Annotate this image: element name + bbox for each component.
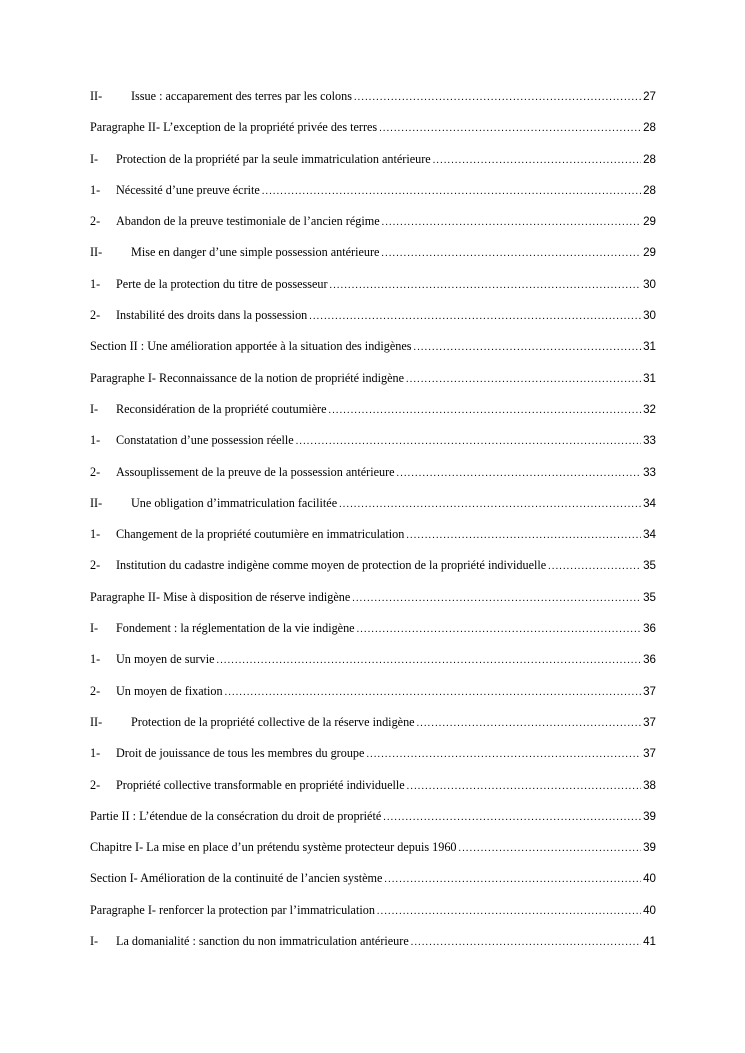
toc-entry[interactable]	[90, 837, 656, 868]
toc-entry-page-number: 32	[643, 402, 656, 416]
toc-entry-title: Constatation d’une possession réelle	[116, 433, 294, 448]
toc-entry[interactable]	[90, 775, 656, 806]
toc-dot-leader	[329, 401, 642, 421]
toc-entry-page-number: 39	[643, 841, 656, 855]
toc-entry-page-number: 35	[643, 559, 656, 573]
toc-entry-number: 2-	[90, 308, 101, 323]
toc-entry[interactable]	[90, 681, 656, 712]
toc-entry-page-number: 27	[643, 90, 656, 103]
toc-entry-page-number: 34	[643, 496, 656, 510]
toc-entry[interactable]	[90, 117, 656, 148]
toc-entry-title: Une obligation d’immatriculation facilitée	[131, 495, 338, 510]
toc-entry-title: Mise en danger d’une simple possession antérieure	[131, 245, 380, 260]
toc-dot-leader	[459, 839, 642, 859]
toc-entry-title: Fondement : la réglementation de la vie indigène	[116, 621, 355, 636]
toc-entry[interactable]	[90, 180, 656, 211]
toc-entry-title: Droit de jouissance de tous les membres du groupe	[116, 746, 365, 761]
toc-entry-title: La domanialité : sanction du non immatriculation antérieure	[116, 934, 409, 949]
toc-entry[interactable]	[90, 587, 656, 618]
toc-dot-leader	[433, 151, 641, 171]
toc-entry[interactable]	[90, 493, 656, 524]
toc-entry-title: Abandon de la preuve testimoniale de l’ancien régime	[116, 214, 380, 229]
toc-entry-title: Paragraphe I- renforcer la protection par l’immatriculation	[90, 902, 375, 917]
toc-dot-leader	[384, 870, 641, 890]
toc-entry-number: II-	[90, 714, 103, 729]
toc-entry-page-number: 28	[643, 121, 656, 135]
toc-entry[interactable]	[90, 868, 656, 899]
toc-entry[interactable]	[90, 336, 656, 367]
toc-entry-number: 2-	[90, 214, 101, 229]
toc-entry[interactable]	[90, 618, 656, 649]
toc-entry-number: II-	[90, 245, 103, 260]
toc-entry-title: Changement de la propriété coutumière en immatriculation	[116, 527, 405, 542]
toc-entry-number: 1-	[90, 652, 101, 667]
toc-entry-title: Paragraphe II- Mise à disposition de réserve indigène	[90, 589, 351, 604]
toc-entry-page-number: 37	[643, 684, 656, 698]
toc-entry-page-number: 39	[643, 809, 656, 823]
toc-entry-title: Perte de la protection du titre de possesseur	[116, 276, 328, 291]
toc-entry-page-number: 36	[643, 653, 656, 667]
toc-entry-title: Paragraphe II- L’exception de la propriété privée des terres	[90, 120, 378, 135]
toc-entry-number: 1-	[90, 527, 101, 542]
toc-entry[interactable]	[90, 712, 656, 743]
toc-dot-leader	[406, 370, 641, 390]
toc-entry-page-number: 31	[643, 371, 656, 385]
toc-dot-leader	[352, 589, 641, 609]
toc-dot-leader	[548, 557, 641, 577]
toc-entry-title: Instabilité des droits dans la possession	[116, 308, 308, 323]
toc-dot-leader	[357, 620, 641, 640]
toc-entry-number: I-	[90, 401, 99, 416]
toc-entry[interactable]	[90, 149, 656, 180]
toc-entry[interactable]	[90, 743, 656, 774]
toc-entry-number: I-	[90, 151, 99, 166]
toc-entry-title: Protection de la propriété collective de la réserve indigène	[131, 714, 415, 729]
toc-entry-page-number: 33	[643, 465, 656, 479]
toc-entry-title: Section I- Amélioration de la continuité de l’ancien système	[90, 871, 383, 886]
toc-dot-leader	[217, 651, 642, 671]
toc-entry-page-number: 37	[643, 715, 656, 729]
toc-dot-leader	[377, 902, 641, 922]
toc-entry-title: Partie II : L’étendue de la consécration du droit de propriété	[90, 808, 382, 823]
toc-entry-number: 2-	[90, 777, 101, 792]
toc-entry[interactable]	[90, 649, 656, 680]
toc-entry-title: Paragraphe I- Reconnaissance de la notion de propriété indigène	[90, 370, 405, 385]
toc-dot-leader	[417, 714, 642, 734]
toc-entry-page-number: 28	[643, 152, 656, 166]
toc-dot-leader	[397, 464, 642, 484]
toc-entry-page-number: 31	[643, 340, 656, 354]
toc-dot-leader	[330, 276, 642, 296]
toc-dot-leader	[381, 244, 641, 264]
toc-entry-number: 2-	[90, 683, 101, 698]
toc-entry-number: 1-	[90, 276, 101, 291]
toc-entry-page-number: 30	[643, 277, 656, 291]
toc-entry[interactable]	[90, 900, 656, 931]
toc-dot-leader	[309, 307, 641, 327]
toc-entry[interactable]	[90, 86, 656, 117]
toc-entry-page-number: 29	[643, 246, 656, 260]
toc-entry-number: 1-	[90, 433, 101, 448]
toc-entry-number: II-	[90, 89, 103, 103]
toc-entry-title: Propriété collective transformable en propriété individuelle	[116, 777, 405, 792]
toc-entry-number: 1-	[90, 746, 101, 761]
toc-entry-page-number: 34	[643, 528, 656, 542]
toc-entry[interactable]	[90, 430, 656, 461]
toc-entry[interactable]	[90, 305, 656, 336]
toc-entry-number: 1-	[90, 182, 101, 197]
toc-entry-number: 2-	[90, 558, 101, 573]
toc-dot-leader	[414, 338, 642, 358]
toc-entry[interactable]	[90, 555, 656, 586]
toc-dot-leader	[383, 808, 641, 828]
toc-entry-title: Institution du cadastre indigène comme moyen de protection de la propriété individuelle	[116, 558, 547, 573]
toc-entry-title: Reconsidération de la propriété coutumière	[116, 401, 327, 416]
toc-dot-leader	[262, 182, 641, 202]
toc-entry-page-number: 37	[643, 747, 656, 761]
toc-entry-page-number: 35	[643, 590, 656, 604]
toc-dot-leader	[406, 526, 641, 546]
toc-entry-page-number: 33	[643, 434, 656, 448]
toc-entry[interactable]	[90, 211, 656, 242]
toc-entry[interactable]	[90, 462, 656, 493]
toc-dot-leader	[411, 933, 641, 953]
toc-dot-leader	[407, 777, 641, 797]
toc-entry[interactable]	[90, 524, 656, 555]
toc-entry-title: Chapitre I- La mise en place d’un prétendu système protecteur depuis 1960	[90, 840, 457, 855]
toc-entry[interactable]	[90, 242, 656, 273]
toc-dot-leader	[379, 119, 641, 139]
toc-entry-number: II-	[90, 495, 103, 510]
toc-dot-leader	[366, 745, 641, 765]
toc-entry-page-number: 38	[643, 778, 656, 792]
toc-entry-number: I-	[90, 934, 99, 949]
toc-entry[interactable]	[90, 368, 656, 399]
toc-entry[interactable]	[90, 399, 656, 430]
toc-entry-number: I-	[90, 621, 99, 636]
toc-entry-title: Section II : Une amélioration apportée à la situation des indigènes	[90, 339, 412, 354]
toc-entry[interactable]	[90, 931, 656, 962]
toc-entry-page-number: 41	[643, 935, 656, 949]
toc-entry[interactable]	[90, 274, 656, 305]
toc-entry-page-number: 29	[643, 215, 656, 229]
toc-entry-page-number: 36	[643, 622, 656, 636]
toc-dot-leader	[339, 495, 641, 515]
toc-entry-page-number: 30	[643, 309, 656, 323]
toc-entry-page-number: 28	[643, 183, 656, 197]
toc-entry-page-number: 40	[643, 903, 656, 917]
toc-dot-leader	[382, 213, 641, 233]
toc-entry-title: Issue : accaparement des terres par les colons	[131, 89, 352, 103]
toc-dot-leader	[296, 432, 641, 452]
toc-entry-number: 2-	[90, 464, 101, 479]
toc-entry-title: Nécessité d’une preuve écrite	[116, 182, 260, 197]
toc-entry-title: Un moyen de fixation	[116, 683, 223, 698]
toc-entry-title: Assouplissement de la preuve de la possession antérieure	[116, 464, 395, 479]
toc-entry-title: Protection de la propriété par la seule immatriculation antérieure	[116, 151, 431, 166]
toc-entry-page-number: 40	[643, 872, 656, 886]
toc-entry[interactable]	[90, 806, 656, 837]
toc-dot-leader	[225, 683, 641, 703]
table-of-contents	[90, 86, 656, 962]
toc-dot-leader	[354, 88, 641, 108]
toc-entry-title: Un moyen de survie	[116, 652, 215, 667]
